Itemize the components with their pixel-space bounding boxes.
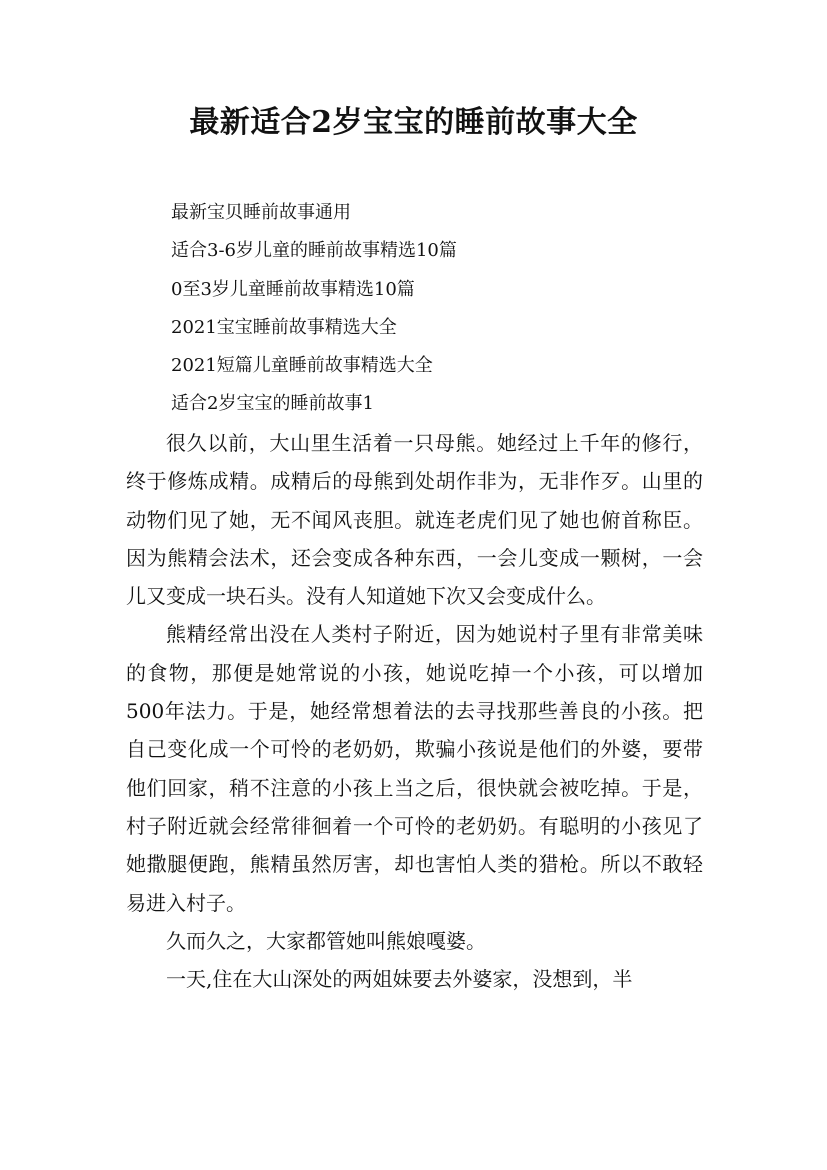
story-paragraph: 很久以前，大山里生活着一只母熊。她经过上千年的修行，终于修炼成精。成精后的母熊到处胡作非为，无非作歹。山里的动物们见了她，无不闻风丧胆。就连老虎们见了她也俯首称臣。因为熊精会法术，还会变成各种东西，一会儿变成一颗树，一会儿又变成一块石头。没有人知道她下次又会变成什么。 — [126, 431, 703, 609]
document-title: 最新适合2岁宝宝的睡前故事大全 — [189, 105, 638, 140]
related-link[interactable]: 适合2岁宝宝的睡前故事1 — [171, 393, 374, 415]
related-link[interactable]: 0至3岁儿童睡前故事精选10篇 — [171, 278, 415, 300]
story-paragraph: 熊精经常出没在人类村子附近，因为她说村子里有非常美味的食物，那便是她常说的小孩，她说吃掉一个小孩，可以增加500年法力。于是，她经常想着法的去寻找那些善良的小孩。把自己变化成一个可怜的老奶奶，欺骗小孩说是他们的外婆，要带他们回家，稍不注意的小孩上当之后，很快就会被吃掉。于是，村子附近就会经常徘徊着一个可怜的老奶奶。有聪明的小孩见了她撒腿便跑，熊精虽然厉害，却也害怕人类的猎枪。所以不敢轻易进入村子。 — [126, 622, 703, 915]
story-body — [126, 424, 703, 998]
related-link[interactable]: 最新宝贝睡前故事通用 — [171, 202, 351, 223]
story-paragraph: 一天,住在大山深处的两姐妹要去外婆家，没想到，半 — [166, 967, 633, 992]
related-link[interactable]: 适合3-6岁儿童的睡前故事精选10篇 — [171, 240, 457, 262]
related-links-list — [171, 194, 731, 424]
story-paragraph: 久而久之，大家都管她叫熊娘嘎婆。 — [166, 928, 486, 953]
related-link[interactable]: 2021短篇儿童睡前故事精选大全 — [171, 355, 433, 377]
related-link[interactable]: 2021宝宝睡前故事精选大全 — [171, 316, 397, 338]
